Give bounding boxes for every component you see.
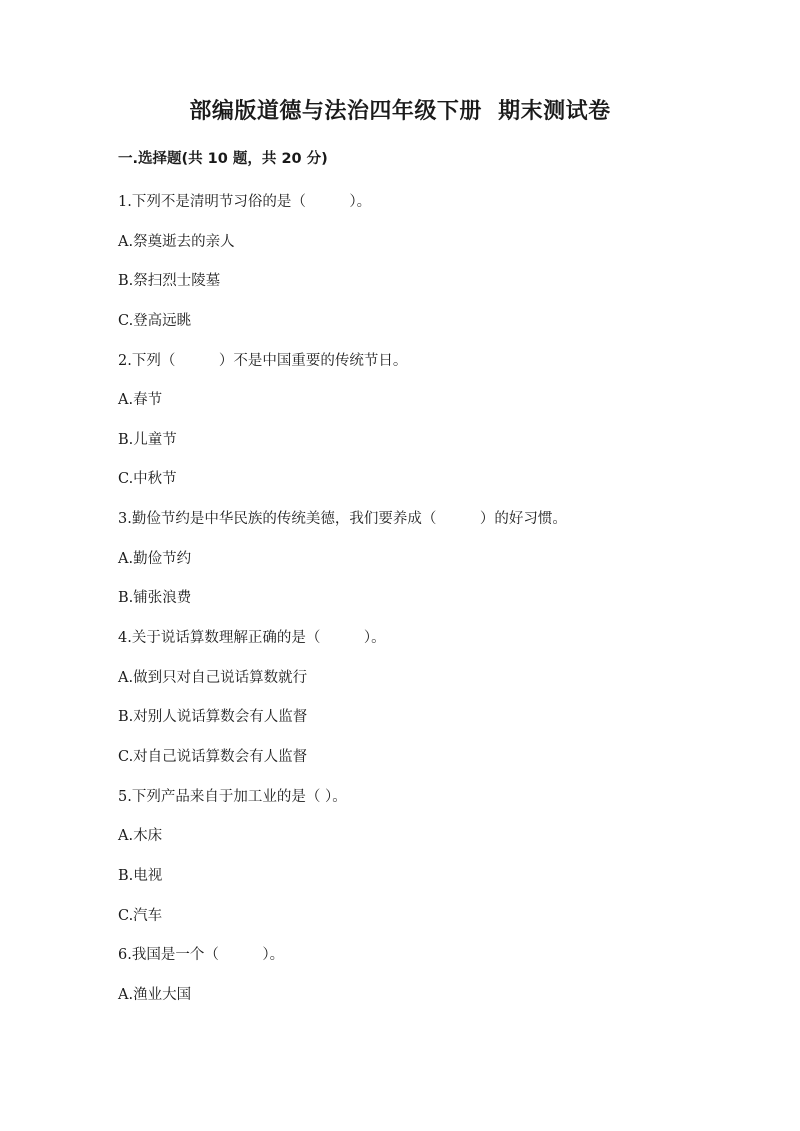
answer-option: B.铺张浪费 (118, 590, 192, 607)
answer-option: A.祭奠逝去的亲人 (118, 233, 235, 250)
answer-option: B.祭扫烈士陵墓 (118, 273, 221, 290)
answer-option: B.电视 (118, 867, 163, 884)
answer-option: C.对自己说话算数会有人监督 (118, 748, 308, 765)
question-stem: 1.下列不是清明节习俗的是（ ）。 (118, 194, 372, 210)
answer-option: A.勤俭节约 (118, 550, 192, 567)
section-heading: 一.选择题(共 10 题，共 20 分) (118, 151, 328, 167)
exam-title: 部编版道德与法治四年级下册 期末测试卷 (189, 99, 611, 124)
answer-option: A.木床 (118, 828, 163, 845)
question-stem: 3.勤俭节约是中华民族的传统美德，我们要养成（ ）的好习惯。 (118, 511, 567, 528)
answer-option: C.汽车 (118, 907, 163, 924)
answer-option: A.做到只对自己说话算数就行 (118, 669, 308, 686)
answer-option: B.儿童节 (118, 431, 177, 448)
question-stem: 5.下列产品来自于加工业的是（ ）。 (118, 788, 347, 805)
question-stem: 2.下列（ ）不是中国重要的传统节日。 (118, 352, 408, 369)
answer-option: C.中秋节 (118, 471, 177, 488)
question-stem: 6.我国是一个（ ）。 (118, 947, 285, 964)
answer-option: A.春节 (118, 392, 163, 409)
question-stem: 4.关于说话算数理解正确的是（ ）。 (118, 630, 386, 647)
answer-option: A.渔业大国 (118, 986, 192, 1003)
answer-option: B.对别人说话算数会有人监督 (118, 709, 308, 726)
question-list (118, 191, 718, 1023)
answer-option: C.登高远眺 (118, 312, 192, 329)
